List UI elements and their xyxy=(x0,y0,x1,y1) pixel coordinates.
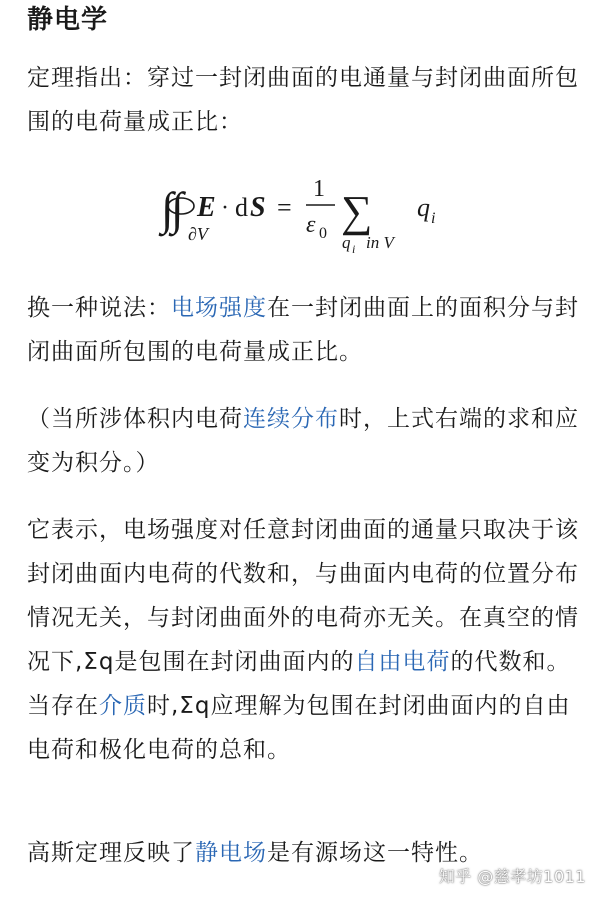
meaning-text-2: 的代数和。当存在 xyxy=(27,649,571,719)
sum-subscript-q: q xyxy=(342,233,351,252)
link-continuous-distribution[interactable]: 连续分布 xyxy=(243,406,339,432)
denominator-subscript: 0 xyxy=(319,225,327,242)
gauss-law-formula xyxy=(155,160,455,260)
link-dielectric[interactable]: 介质 xyxy=(99,693,147,719)
field-vector: E xyxy=(197,192,216,223)
watermark: 知乎 @慈孝坊1011 xyxy=(438,867,586,886)
sum-subscript-range: in V xyxy=(366,233,394,252)
fraction-denominator: ε xyxy=(306,212,316,238)
restatement-text-2: 在一封闭曲面上的面积分与封闭曲面所包围的电荷量成正比。 xyxy=(27,295,579,365)
charge-term: q xyxy=(417,193,430,222)
link-electrostatic-field[interactable]: 静电场 xyxy=(195,840,267,866)
paragraph-restatement xyxy=(27,286,587,374)
charge-term-subscript: i xyxy=(431,210,436,227)
equals-sign: = xyxy=(277,193,292,222)
paragraph-meaning xyxy=(27,508,587,772)
restatement-text-1: 换一种说法： xyxy=(27,295,171,321)
differential-d: d xyxy=(235,193,248,222)
link-electric-field-strength[interactable]: 电场强度 xyxy=(171,295,267,321)
summation-sign: ∑ xyxy=(341,187,373,236)
link-free-charge[interactable]: 自由电荷 xyxy=(354,649,451,675)
conclusion-text-2: 是有源场这一特性。 xyxy=(267,840,483,866)
surface-subscript: ∂V xyxy=(188,224,208,244)
note-text-2: 时，上式右端的求和应变为积分。） xyxy=(27,406,579,476)
sum-subscript-index: i xyxy=(352,242,356,256)
paragraph-continuous-note xyxy=(27,397,587,485)
conclusion-text-1: 高斯定理反映了 xyxy=(27,840,195,866)
meaning-text-1: 它表示，电场强度对任意封闭曲面的通量只取决于该封闭曲面内电荷的代数和，与曲面内电荷的位置分布情况无关，与封闭曲面外的电荷亦无关。在真空的情况下,Σq是包围在封闭曲面内的 xyxy=(27,517,579,675)
section-heading: 静电学 xyxy=(27,5,109,35)
meaning-text-3: 时,Σq应理解为包围在封闭曲面内的自由电荷和极化电荷的总和。 xyxy=(27,693,571,763)
integral-sign-1: ∫ xyxy=(161,183,174,234)
paragraph-statement: 定理指出：穿过一封闭曲面的电通量与封闭曲面所包围的电荷量成正比： xyxy=(27,65,579,135)
note-text-1: （当所涉体积内电荷 xyxy=(27,406,243,432)
integral-sign-2: ∫ xyxy=(171,183,184,234)
area-vector: S xyxy=(250,192,266,223)
dot-operator: · xyxy=(221,195,229,221)
formula-graphic xyxy=(155,160,455,260)
fraction-numerator: 1 xyxy=(313,176,325,202)
